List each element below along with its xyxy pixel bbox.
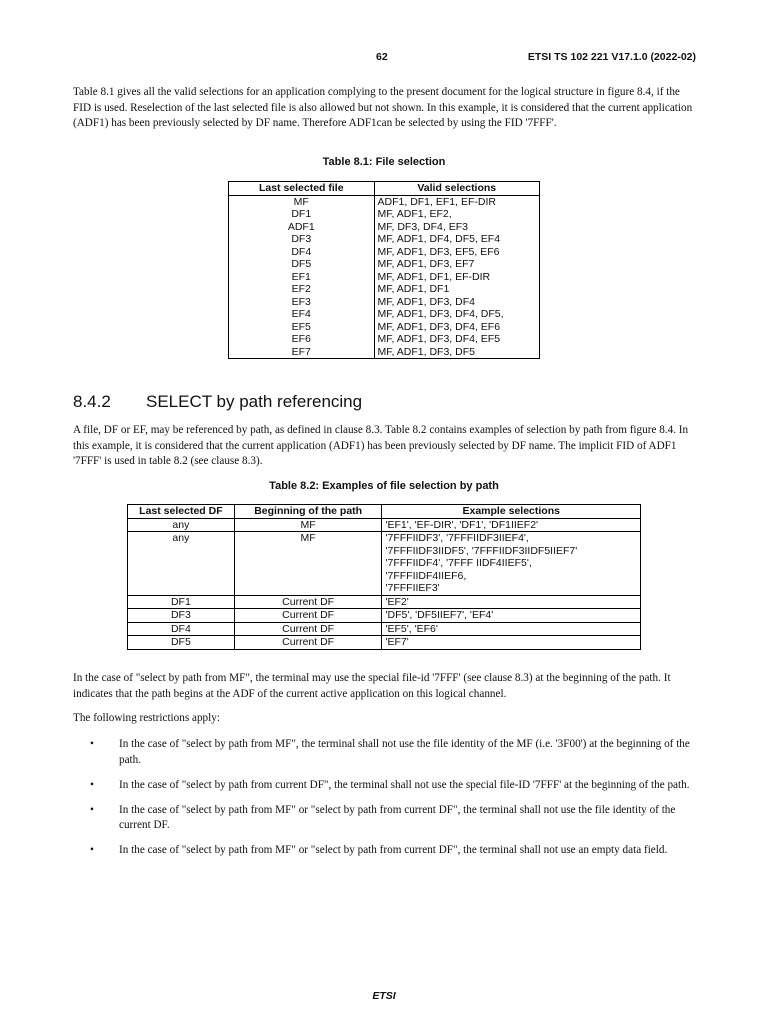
table-row [229, 333, 540, 346]
path-beginning-cell: Current DF [234, 595, 382, 609]
table-row [128, 595, 641, 609]
last-selected-file-cell: EF6 [229, 333, 375, 346]
valid-selections-cell: MF, ADF1, DF4, DF5, EF4 [374, 233, 539, 246]
column-header: Example selections [382, 505, 641, 519]
table-row [229, 221, 540, 234]
table-row [128, 518, 641, 532]
table-8-2-caption: Table 8.2: Examples of file selection by path [269, 480, 499, 492]
example-selections-cell [382, 609, 641, 623]
last-selected-file-cell: DF4 [229, 246, 375, 259]
table-row [229, 346, 540, 359]
section-heading [73, 392, 362, 412]
table-row [229, 283, 540, 296]
document-reference: ETSI TS 102 221 V17.1.0 (2022-02) [527, 51, 696, 63]
valid-selections-cell: MF, ADF1, DF3, EF7 [374, 258, 539, 271]
restriction-item [90, 803, 695, 834]
file-selection-table [228, 181, 540, 359]
table-row [229, 246, 540, 259]
intro-paragraph: Table 8.1 gives all the valid selections for an application complying to the present document for the logical structure in figure 8.4, if the FID is used. Reselection of the last selected file is also allowed but not shown. In this example, it is considered that the current application (ADF1) has been previously selected by DF name. Therefore ADF1can be selected by using the FID '7FFF'. [73, 86, 693, 129]
valid-selections-cell: MF, ADF1, DF3, DF5 [374, 346, 539, 359]
restrictions-intro: The following restrictions apply: [73, 712, 220, 724]
path-selection-table [127, 504, 641, 650]
example-selection-line: '7FFFIIDF3IIDF5', '7FFFIIDF3IIDF5IIEF7' [385, 544, 578, 557]
table-row [229, 208, 540, 221]
last-selected-df-cell: any [128, 518, 235, 532]
example-selection-line: '7FFFIIDF4IIEF6, [385, 569, 467, 582]
table-row [128, 636, 641, 650]
table-row [128, 609, 641, 623]
section-number: 8.4.2 [73, 392, 111, 411]
mf-paragraph: In the case of "select by path from MF", the terminal may use the special file-id '7FFF' (see clause 8.3) at the beginning of the path. It indicates that the path begins at the ADF of the current active application on this logical channel. [73, 672, 671, 700]
table-row [128, 622, 641, 636]
section-title: SELECT by path referencing [146, 392, 363, 411]
section-paragraph: A file, DF or EF, may be referenced by path, as defined in clause 8.3. Table 8.2 contains examples of selection by path from figure 8.4. In this example, it is considered that the current application (ADF1) has been previously selected by DF name. The implicit FID of ADF1 '7FFF' is used in table 8.2 (see clause 8.3). [73, 424, 689, 467]
last-selected-file-cell: EF3 [229, 296, 375, 309]
path-beginning-cell: MF [234, 518, 382, 532]
path-beginning-cell: Current DF [234, 636, 382, 650]
last-selected-file-cell: EF5 [229, 321, 375, 334]
bullet-icon: • [90, 803, 94, 816]
table-header-row [128, 505, 641, 519]
last-selected-file-cell: EF7 [229, 346, 375, 359]
last-selected-df-cell: any [128, 532, 235, 596]
restriction-text: In the case of "select by path from MF" or "select by path from current DF", the terminal shall not use an empty data field. [119, 844, 668, 856]
valid-selections-cell: MF, ADF1, DF3, DF4, DF5, [374, 308, 539, 321]
restriction-item [90, 778, 695, 794]
bullet-icon: • [90, 738, 94, 750]
table-8-1-caption: Table 8.1: File selection [322, 156, 446, 168]
valid-selections-cell: MF, ADF1, DF3, DF4, EF5 [374, 333, 539, 346]
example-selections-cell [382, 622, 641, 636]
valid-selections-cell: MF, ADF1, DF1, EF-DIR [374, 271, 539, 284]
example-selections-cell [382, 532, 641, 596]
valid-selections-cell: MF, ADF1, DF3, EF5, EF6 [374, 246, 539, 259]
table-row [229, 271, 540, 284]
path-beginning-cell: Current DF [234, 609, 382, 623]
table-row [229, 321, 540, 334]
last-selected-file-cell: EF2 [229, 283, 375, 296]
example-selection-line: 'EF7' [385, 636, 409, 648]
path-beginning-cell: Current DF [234, 622, 382, 636]
column-header: Last selected file [229, 182, 375, 196]
column-header: Last selected DF [128, 505, 235, 519]
restriction-text: In the case of "select by path from MF", the terminal shall not use the file identity of the MF (i.e. '3F00') at the beginning of the path. [119, 738, 690, 766]
last-selected-file-cell: ADF1 [229, 221, 375, 234]
restriction-text: In the case of "select by path from current DF", the terminal shall not use the special file-ID '7FFF' at the beginning of the path. [119, 778, 690, 791]
example-selections-cell [382, 518, 641, 532]
table-row [229, 258, 540, 271]
example-selections-cell [382, 636, 641, 650]
table-row [229, 296, 540, 309]
bullet-icon: • [90, 844, 94, 856]
valid-selections-cell: MF, ADF1, DF3, DF4 [374, 296, 539, 309]
column-header: Beginning of the path [234, 505, 382, 519]
last-selected-df-cell: DF1 [128, 595, 235, 609]
valid-selections-cell: MF, ADF1, DF1 [374, 283, 539, 296]
example-selection-line: '7FFFIIDF3', '7FFFIIDF3IIEF4', [385, 532, 529, 544]
example-selection-line: '7FFFIIDF4', '7FFF IIDF4IIEF5', [385, 557, 532, 569]
example-selection-line: 'EF2' [385, 595, 409, 608]
last-selected-file-cell: MF [229, 195, 375, 208]
valid-selections-cell: MF, ADF1, DF3, DF4, EF6 [374, 321, 539, 334]
last-selected-file-cell: EF1 [229, 271, 375, 284]
restriction-item [90, 737, 695, 768]
last-selected-df-cell: DF5 [128, 636, 235, 650]
page-number: 62 [376, 51, 388, 63]
restriction-item [90, 843, 695, 859]
bullet-icon: • [90, 778, 94, 791]
example-selection-line: '7FFFIIEF3' [385, 582, 440, 594]
last-selected-file-cell: DF5 [229, 258, 375, 271]
last-selected-df-cell: DF4 [128, 622, 235, 636]
example-selections-cell [382, 595, 641, 609]
last-selected-file-cell: DF3 [229, 233, 375, 246]
table-row [229, 195, 540, 208]
column-header: Valid selections [374, 182, 539, 196]
valid-selections-cell: MF, ADF1, EF2, [374, 208, 539, 221]
table-row [229, 233, 540, 246]
example-selection-line: 'DF5', 'DF5IIEF7', 'EF4' [385, 609, 494, 621]
valid-selections-cell: MF, DF3, DF4, EF3 [374, 221, 539, 234]
valid-selections-cell: ADF1, DF1, EF1, EF-DIR [374, 195, 539, 208]
table-header-row [229, 182, 540, 196]
last-selected-file-cell: DF1 [229, 208, 375, 221]
example-selection-line: 'EF5', 'EF6' [385, 622, 438, 635]
path-beginning-cell: MF [234, 532, 382, 596]
last-selected-file-cell: EF4 [229, 308, 375, 321]
table-row [229, 308, 540, 321]
footer-etsi: ETSI [372, 990, 396, 1002]
example-selection-line: 'EF1', 'EF-DIR', 'DF1', 'DF1IIEF2' [385, 518, 539, 531]
restriction-text: In the case of "select by path from MF" or "select by path from current DF", the terminal shall not use the file identity of the current DF. [119, 803, 676, 831]
table-row [128, 532, 641, 596]
restriction-list [90, 737, 695, 868]
last-selected-df-cell: DF3 [128, 609, 235, 623]
